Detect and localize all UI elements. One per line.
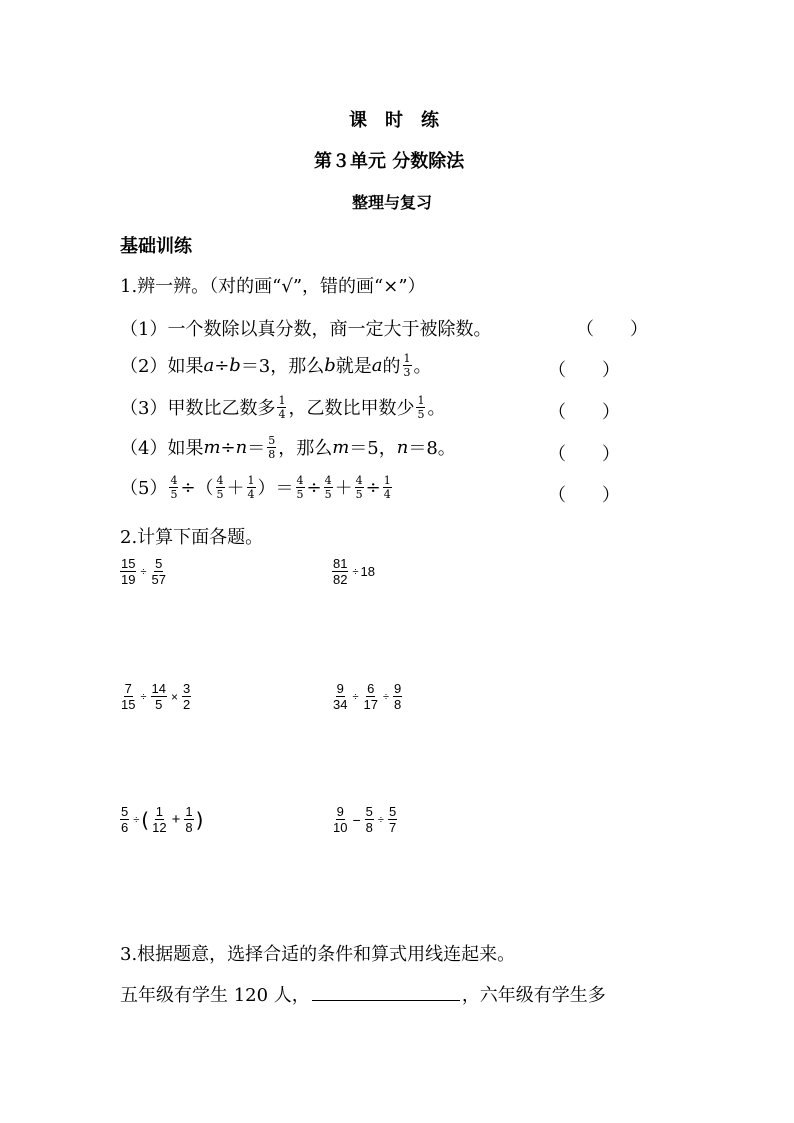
fraction: $\frac{4}{5}$ — [324, 473, 332, 501]
q1-item-3 — [120, 394, 445, 420]
fraction: $\frac{5}{8}$ — [365, 804, 373, 835]
plus-sign: ＋ — [226, 478, 245, 499]
whole-number: 18 — [360, 564, 375, 579]
answer-bracket-1[interactable]: （ ） — [576, 319, 648, 340]
fraction: $\frac{1}{4}$ — [278, 393, 286, 421]
item-text: 。 — [413, 356, 432, 377]
item-text: 如果 — [167, 356, 204, 377]
div-sign: ÷ — [306, 476, 322, 498]
item-text: 如果 — [167, 438, 204, 459]
fraction: $\frac{14}{5}$ — [151, 681, 166, 712]
div-sign: ÷ — [133, 813, 140, 826]
close-paren: ) — [195, 807, 204, 832]
fraction: $\frac{4}{5}$ — [170, 473, 178, 501]
item-text: 一个数除以真分数，商一定大于被除数。 — [167, 319, 492, 340]
q1-item-1 — [120, 315, 491, 341]
fraction: $\frac{1}{4}$ — [247, 473, 255, 501]
fraction: $\frac{4}{5}$ — [296, 473, 304, 501]
fraction: $\frac{3}{2}$ — [183, 681, 191, 712]
var-a: a — [371, 354, 383, 376]
fraction: $\frac{81}{82}$ — [333, 556, 348, 587]
item-label: （5） — [120, 478, 168, 499]
plus-sign: ＋ — [334, 478, 353, 499]
item-text: ＝3，那么 — [240, 356, 325, 377]
item-text: 。 — [427, 398, 446, 419]
fraction: $\frac{1}{12}$ — [152, 804, 167, 835]
fraction: $\frac{1}{8}$ — [185, 804, 193, 835]
times-sign: × — [170, 689, 178, 704]
q3-prompt: 3.根据题意，选择合适的条件和算式用线连起来。 — [120, 944, 516, 965]
var-m: m — [203, 436, 221, 458]
fraction: $\frac{9}{8}$ — [394, 681, 402, 712]
open-paren: （ — [195, 478, 214, 499]
div-sign: ÷ — [377, 813, 384, 826]
answer-blank[interactable] — [312, 984, 460, 1001]
q2-prompt: 2.计算下面各题。 — [120, 527, 264, 548]
fraction: $\frac{5}{57}$ — [151, 556, 166, 587]
close-paren: ） — [257, 478, 276, 499]
item-label: （1） — [120, 319, 168, 340]
fraction: $\frac{1}{5}$ — [417, 393, 425, 421]
answer-bracket-4[interactable]: （ ） — [548, 444, 620, 465]
fraction: $\frac{9}{34}$ — [333, 681, 348, 712]
fraction: $\frac{4}{5}$ — [216, 473, 224, 501]
fraction: $\frac{7}{15}$ — [121, 681, 136, 712]
q1-item-4 — [120, 434, 456, 460]
q3-text-after: ，六年级有学生多 — [461, 985, 606, 1006]
fraction: $\frac{4}{5}$ — [355, 473, 363, 501]
var-m: m — [332, 436, 350, 458]
q1-item-5 — [120, 474, 394, 500]
item-label: （4） — [120, 438, 168, 459]
lesson-title: 整理与复习 — [352, 193, 433, 212]
var-b: b — [324, 354, 336, 376]
div-sign: ÷ — [214, 354, 230, 376]
var-b: b — [229, 354, 241, 376]
div-sign: ÷ — [365, 476, 381, 498]
item-text: ＝8。 — [408, 438, 456, 459]
answer-bracket-3[interactable]: （ ） — [548, 402, 620, 423]
div-sign: ÷ — [140, 565, 147, 578]
fraction: $\frac{5}{8}$ — [268, 433, 276, 461]
fraction: $\frac{1}{4}$ — [383, 473, 391, 501]
page-title: 课 时 练 — [349, 110, 439, 131]
var-a: a — [203, 354, 215, 376]
div-sign: ÷ — [140, 690, 147, 703]
plus-sign: + — [171, 811, 181, 828]
q1-item-2 — [120, 352, 432, 378]
item-text: 就是 — [335, 356, 372, 377]
item-label: （3） — [120, 398, 168, 419]
item-text: 甲数比乙数多 — [167, 398, 276, 419]
fraction: $\frac{9}{10}$ — [333, 804, 348, 835]
q1-prompt: 1.辨一辨。（对的画“√”，错的画“×”） — [120, 276, 426, 297]
item-text: ＝5， — [349, 438, 397, 459]
var-n: n — [235, 436, 248, 458]
fraction: $\frac{6}{17}$ — [363, 681, 378, 712]
fraction: $\frac{5}{7}$ — [388, 804, 397, 835]
item-text: 的 — [382, 356, 401, 377]
calc-expression-5 — [118, 805, 203, 834]
div-sign: ÷ — [220, 436, 236, 458]
div-sign: ÷ — [180, 476, 196, 498]
item-label: （2） — [120, 356, 168, 377]
fraction: $\frac{5}{6}$ — [121, 804, 129, 835]
answer-bracket-2[interactable]: （ ） — [548, 360, 620, 381]
var-n: n — [396, 436, 409, 458]
section-heading: 基础训练 — [120, 236, 192, 257]
minus-sign: − — [352, 811, 361, 828]
calc-expression-2 — [330, 557, 375, 586]
fraction: $\frac{1}{3}$ — [403, 351, 411, 379]
equals-sign: ＝ — [275, 478, 294, 499]
div-sign: ÷ — [352, 565, 359, 578]
unit-title: 第３单元 分数除法 — [314, 151, 465, 172]
open-paren: ( — [141, 807, 150, 832]
q3-text-before: 五年级有学生 120 人， — [120, 985, 310, 1006]
calc-expression-6 — [330, 805, 399, 834]
div-sign: ÷ — [352, 690, 359, 703]
fraction: $\frac{15}{19}$ — [121, 556, 136, 587]
item-text: ，乙数比甲数少 — [288, 398, 415, 419]
calc-expression-3 — [118, 682, 193, 711]
div-sign: ÷ — [382, 690, 390, 703]
item-text: ，那么 — [278, 438, 333, 459]
item-text: ＝ — [247, 438, 266, 459]
answer-bracket-5[interactable]: （ ） — [548, 485, 620, 506]
q3-text — [120, 981, 606, 1007]
calc-expression-1 — [118, 557, 169, 586]
calc-expression-4 — [330, 682, 404, 711]
